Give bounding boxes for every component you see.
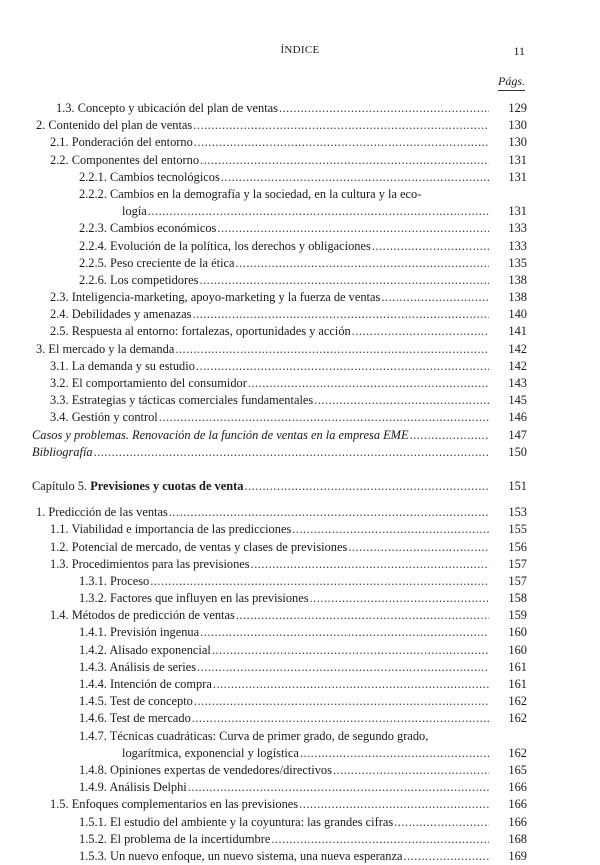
toc-entry-page: 165 — [508, 762, 527, 777]
toc-entry-number: 1.5. — [50, 797, 69, 812]
toc-entry[interactable] — [32, 289, 527, 306]
toc-entry-page: 156 — [508, 539, 527, 554]
toc-entry-number: 2.5. — [50, 324, 69, 339]
toc-entry-title: Factores que influyen en las previsiones — [110, 591, 309, 606]
dot-leader — [147, 203, 489, 220]
dot-leader — [409, 427, 489, 444]
toc-entry[interactable] — [32, 392, 527, 409]
dot-leader — [299, 745, 489, 762]
toc-entry-page: 160 — [508, 642, 527, 657]
toc-entry-page: 162 — [508, 711, 527, 726]
toc-entry[interactable] — [32, 728, 527, 745]
dot-leader — [193, 134, 489, 151]
toc-entry-page: 159 — [508, 608, 527, 623]
toc-entry-page: 141 — [508, 324, 527, 339]
toc-entry-number: 1.3. — [50, 556, 69, 571]
toc-entry[interactable] — [32, 341, 527, 358]
toc-entry[interactable] — [32, 409, 527, 426]
toc-entry-title: Bibliografía — [32, 444, 93, 459]
toc-entry-title: Evolución de la política, los derechos y obligaciones — [110, 238, 371, 253]
toc-entry-title: La demanda y su estudio — [71, 358, 195, 373]
dot-leader — [216, 220, 489, 237]
toc-entry-page: 166 — [508, 780, 527, 795]
toc-entry[interactable] — [32, 642, 527, 659]
toc-entry-number: 2.2.6. — [79, 272, 107, 287]
dot-leader — [347, 539, 489, 556]
toc-entry[interactable] — [32, 590, 527, 607]
toc-entry-number: 2.2. — [50, 152, 69, 167]
running-header-page-number: 11 — [513, 44, 525, 58]
dot-leader — [393, 814, 489, 831]
toc-entry-title: Inteligencia-marketing, apoyo-marketing y la fuerza de ventas — [71, 290, 381, 305]
toc-entry-title: Predicción de las ventas — [48, 505, 168, 520]
toc-entry-page: 155 — [508, 522, 527, 537]
toc-entry[interactable] — [32, 220, 527, 237]
toc-entry-title: Enfoques complementarios en las previsiones — [71, 797, 299, 812]
toc-entry-number: 2.2.5. — [79, 255, 107, 270]
toc-entry[interactable] — [32, 203, 527, 220]
toc-entry-title: Previsión ingenua — [110, 625, 200, 640]
toc-entry[interactable] — [32, 444, 527, 461]
dot-leader — [235, 607, 489, 624]
toc-entry[interactable] — [32, 255, 527, 272]
toc-entry-number: 1.2. — [50, 539, 69, 554]
table-of-contents — [32, 100, 527, 865]
toc-entry-page: 143 — [508, 376, 527, 390]
toc-entry[interactable] — [32, 427, 527, 444]
toc-entry[interactable] — [32, 607, 527, 624]
toc-entry-page: 151 — [508, 478, 527, 493]
toc-entry-page: 157 — [508, 573, 527, 588]
toc-entry-page: 142 — [508, 358, 527, 373]
toc-entry-title: Peso creciente de la ética — [110, 255, 235, 270]
toc-entry[interactable] — [32, 659, 527, 676]
toc-entry-title: Cambios tecnológicos — [110, 169, 220, 184]
toc-entry-title: Procedimientos para las previsiones — [71, 556, 250, 571]
dot-leader — [198, 272, 489, 289]
toc-entry-number: 2. — [36, 118, 46, 133]
toc-entry-page: 150 — [508, 444, 527, 459]
dot-leader — [313, 392, 489, 409]
toc-entry[interactable] — [32, 624, 527, 641]
toc-entry-title: Debilidades y amenazas — [71, 307, 192, 322]
toc-entry-page: 158 — [508, 591, 527, 606]
toc-entry-title: Análisis de series — [109, 659, 197, 674]
toc-entry-number: 2.1. — [50, 135, 69, 150]
running-header-title: ÍNDICE — [280, 44, 320, 56]
toc-entry-page: 161 — [508, 677, 527, 691]
dot-leader — [371, 238, 489, 255]
toc-entry-title: Componentes del entorno — [71, 152, 200, 167]
toc-entry-page: 153 — [508, 505, 527, 520]
toc-entry[interactable] — [32, 693, 527, 710]
toc-entry-number: Capítulo 5. — [32, 478, 88, 493]
toc-entry-number: 2.2.2. — [79, 186, 107, 201]
toc-entry-number: 1.4. — [50, 608, 69, 623]
toc-entry-number: 1.4.8. — [79, 762, 107, 777]
toc-entry[interactable] — [32, 676, 527, 693]
toc-entry-page: 160 — [508, 625, 527, 640]
dot-leader — [278, 100, 489, 117]
toc-entry-number: 1.4.6. — [79, 711, 107, 726]
toc-entry[interactable] — [32, 539, 527, 556]
toc-entry-number: 3. — [36, 341, 46, 356]
dot-leader — [168, 504, 489, 521]
toc-entry-title: Alisado exponencial — [109, 642, 211, 657]
toc-entry[interactable] — [32, 100, 527, 117]
toc-entry-title: Opiniones expertas de vendedores/directivos — [110, 762, 332, 777]
toc-entry-title: Viabilidad e importancia de las predicciones — [71, 522, 292, 537]
toc-entry-title: Métodos de predicción de ventas — [71, 608, 235, 623]
toc-entry[interactable] — [32, 169, 527, 186]
toc-entry[interactable] — [32, 152, 527, 169]
dot-leader — [149, 573, 489, 590]
toc-entry-number: 1.4.7. — [79, 728, 107, 743]
toc-entry[interactable] — [32, 306, 527, 323]
dot-leader — [191, 306, 489, 323]
toc-entry-title: logarítmica, exponencial y logística — [122, 745, 299, 760]
toc-entry-number: 2.2.4. — [79, 238, 107, 253]
toc-entry-number: 2.4. — [50, 307, 69, 322]
toc-entry-page: 138 — [508, 290, 527, 305]
toc-entry-page: 162 — [508, 694, 527, 709]
toc-entry-page: 131 — [508, 169, 527, 184]
toc-entry-number: 1.3.1. — [79, 573, 107, 588]
dot-leader — [211, 642, 489, 659]
dot-leader — [93, 444, 489, 461]
toc-entry[interactable] — [32, 796, 527, 813]
toc-entry-number: 1.5.1. — [79, 814, 107, 829]
toc-entry-page: 161 — [508, 659, 527, 674]
toc-entry[interactable] — [32, 272, 527, 289]
dot-leader — [309, 590, 489, 607]
toc-entry-title: Cambios económicos — [110, 221, 217, 236]
toc-entry-title: Potencial de mercado, de ventas y clases de previsiones — [71, 539, 348, 554]
toc-entry-page: 133 — [508, 221, 527, 236]
toc-entry[interactable] — [32, 556, 527, 573]
toc-entry-page: 138 — [508, 272, 527, 287]
toc-entry-page: 168 — [508, 831, 527, 846]
toc-entry-page: 142 — [508, 341, 527, 356]
dot-leader — [332, 762, 489, 779]
toc-entry[interactable] — [32, 134, 527, 151]
toc-entry-page: 130 — [508, 135, 527, 150]
dot-leader — [291, 521, 489, 538]
toc-entry-title: Estrategias y tácticas comerciales fundamentales — [71, 393, 314, 408]
toc-entry[interactable] — [32, 521, 527, 538]
toc-entry-page: 130 — [508, 118, 527, 133]
toc-entry-page: 147 — [508, 427, 527, 442]
toc-entry-title: Proceso — [110, 573, 150, 588]
toc-entry-page: 131 — [508, 152, 527, 167]
toc-entry-title: Gestión y control — [71, 410, 158, 425]
toc-entry-number: 1.4.3. — [79, 659, 107, 674]
dot-leader — [380, 289, 489, 306]
toc-entry[interactable] — [32, 710, 527, 727]
toc-entry-title: El mercado y la demanda — [48, 341, 175, 356]
toc-spacer — [32, 461, 527, 478]
toc-entry-number: 2.3. — [50, 290, 69, 305]
toc-entry-number: 1.4.4. — [79, 677, 107, 691]
toc-entry-page: 162 — [508, 745, 527, 760]
dot-leader — [191, 710, 489, 727]
toc-entry-number: 3.4. — [50, 410, 69, 425]
dot-leader — [247, 375, 489, 392]
toc-entry-title: Intención de compra — [110, 677, 212, 691]
toc-entry[interactable] — [32, 848, 527, 865]
toc-entry-title: Concepto y ubicación del plan de ventas — [77, 101, 278, 115]
dot-leader — [351, 323, 489, 340]
toc-entry-title: El problema de la incertidumbre — [110, 831, 271, 846]
dot-leader — [196, 659, 489, 676]
toc-entry[interactable] — [32, 323, 527, 340]
toc-entry-number: 1.5.3. — [79, 848, 107, 863]
toc-entry[interactable] — [32, 779, 527, 796]
toc-spacer — [32, 495, 527, 504]
toc-entry[interactable] — [32, 186, 527, 203]
toc-entry-title: Técnicas cuadráticas: Curva de primer grado, de segundo grado, — [109, 728, 429, 743]
toc-entry-number: 2.2.3. — [79, 221, 107, 236]
toc-entry-title: El comportamiento del consumidor — [71, 376, 247, 390]
toc-entry-page: 135 — [508, 255, 527, 270]
dot-leader — [270, 831, 489, 848]
toc-entry[interactable] — [32, 762, 527, 779]
toc-entry-page: 140 — [508, 307, 527, 322]
toc-entry[interactable] — [32, 573, 527, 590]
toc-entry-page: 133 — [508, 238, 527, 253]
toc-entry-title: Previsiones y cuotas de venta — [90, 478, 244, 493]
toc-entry[interactable] — [32, 358, 527, 375]
dot-leader — [187, 779, 489, 796]
toc-entry-title: Casos y problemas. Renovación de la función de ventas en la empresa EME — [32, 427, 409, 442]
toc-entry-page: 145 — [508, 393, 527, 408]
dot-leader — [199, 624, 489, 641]
toc-entry-number: 3.3. — [50, 393, 69, 408]
toc-entry-title: Los competidores — [110, 272, 199, 287]
toc-entry-page: 131 — [508, 204, 527, 219]
toc-entry-number: 2.2.1. — [79, 169, 107, 184]
toc-entry[interactable] — [32, 831, 527, 848]
toc-entry-number: 1.3.2. — [79, 591, 107, 606]
dot-leader — [212, 676, 489, 693]
toc-entry-page: 166 — [508, 797, 527, 812]
toc-entry-title: Contenido del plan de ventas — [48, 118, 193, 133]
dot-leader — [243, 478, 489, 495]
toc-entry-page: 169 — [508, 848, 527, 863]
toc-entry-number: 3.1. — [50, 358, 69, 373]
toc-entry-number: 1.3. — [56, 101, 75, 115]
toc-entry-page: 129 — [508, 101, 527, 115]
toc-entry-number: 1.5.2. — [79, 831, 107, 846]
toc-entry-title: Análisis Delphi — [109, 780, 187, 795]
dot-leader — [193, 693, 489, 710]
toc-entry-number: 1.1. — [50, 522, 69, 537]
dot-leader — [250, 556, 489, 573]
toc-entry-number: 1.4.5. — [79, 694, 107, 709]
dot-leader — [192, 117, 489, 134]
dot-leader — [195, 358, 489, 375]
toc-entry-title: Test de concepto — [109, 694, 193, 709]
toc-entry-page: 166 — [508, 814, 527, 829]
toc-entry-page: 146 — [508, 410, 527, 425]
toc-entry[interactable] — [32, 478, 527, 495]
toc-entry-title: Test de mercado — [109, 711, 191, 726]
dot-leader — [402, 848, 489, 865]
dot-leader — [235, 255, 489, 272]
toc-entry-title: El estudio del ambiente y la coyuntura: las grandes cifras — [110, 814, 394, 829]
dot-leader — [298, 796, 489, 813]
toc-entry-number: 1.4.2. — [79, 642, 107, 657]
toc-entry[interactable] — [32, 117, 527, 134]
toc-entry-title: logía — [122, 204, 147, 219]
toc-entry-title: Respuesta al entorno: fortalezas, oportunidades y acción — [71, 324, 351, 339]
toc-entry-number: 1.4.9. — [79, 780, 107, 795]
toc-entry-title: Un nuevo enfoque, un nuevo sistema, una nueva esperanza — [110, 848, 403, 863]
toc-entry-number: 3.2. — [50, 376, 69, 390]
toc-entry[interactable] — [32, 375, 527, 392]
pages-column-label: Págs. — [498, 74, 525, 91]
toc-entry[interactable] — [32, 814, 527, 831]
dot-leader — [158, 409, 489, 426]
toc-entry-title: Cambios en la demografía y la sociedad, en la cultura y la eco- — [110, 186, 422, 201]
toc-entry-page: 157 — [508, 556, 527, 571]
dot-leader — [199, 152, 489, 169]
dot-leader — [174, 341, 489, 358]
toc-entry[interactable] — [32, 504, 527, 521]
toc-entry[interactable] — [32, 238, 527, 255]
toc-entry-number: 1. — [36, 505, 46, 520]
toc-entry-title: Ponderación del entorno — [71, 135, 193, 150]
toc-entry[interactable] — [32, 745, 527, 762]
toc-entry-number: 1.4.1. — [79, 625, 107, 640]
dot-leader — [220, 169, 489, 186]
